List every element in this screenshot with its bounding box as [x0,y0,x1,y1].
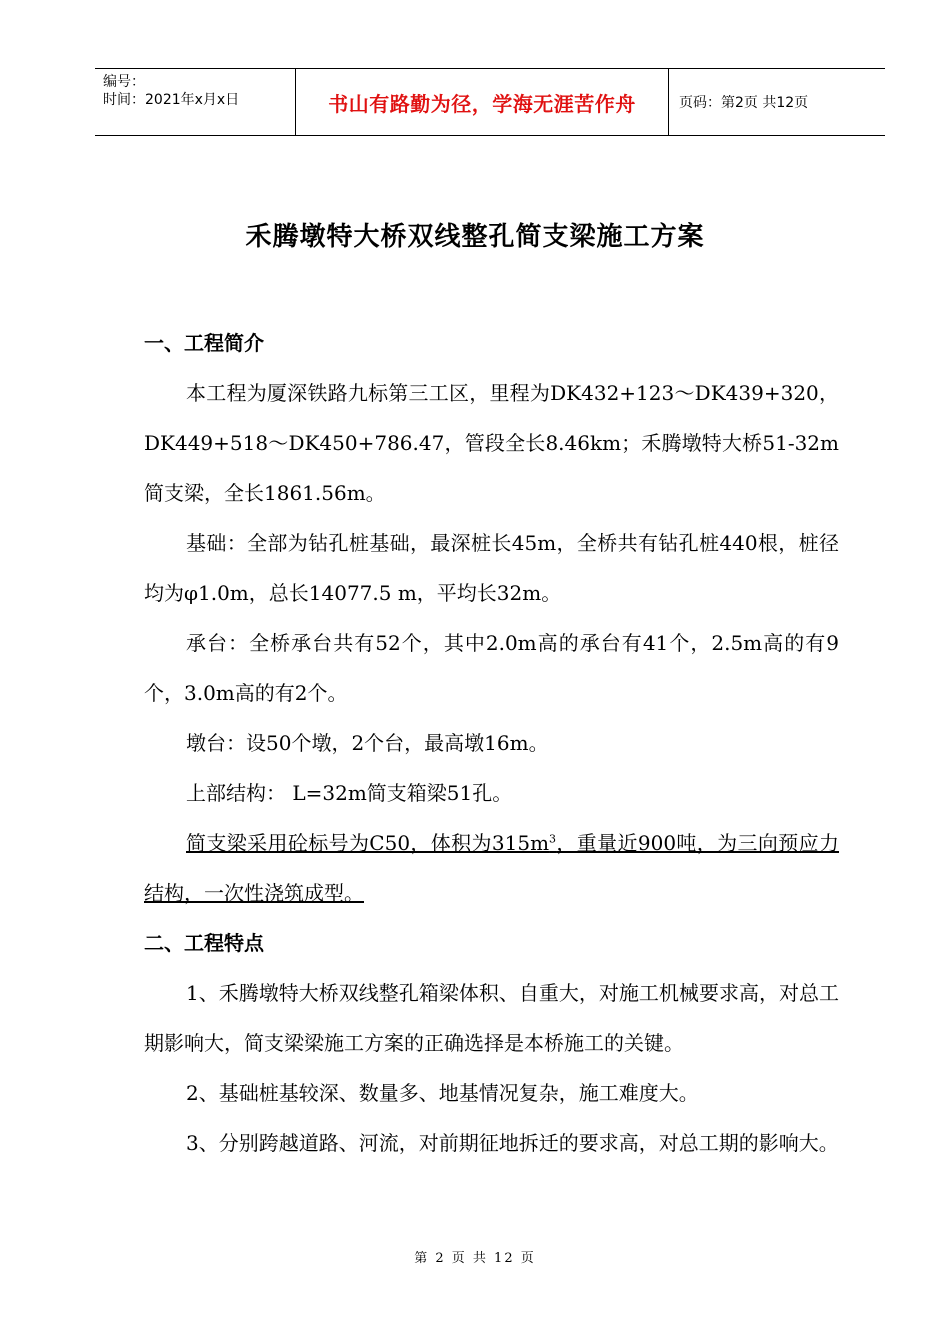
paragraph: 2、基础桩基较深、数量多、地基情况复杂，施工难度大。 [186,1081,699,1105]
header-page-info: 页码：第2页 共12页 [679,95,809,111]
superscript: 3 [549,832,557,846]
paragraph-underlined [144,818,839,918]
section-heading: 一、工程简介 [144,331,264,355]
document-body [144,318,839,1168]
page-header [95,68,885,136]
header-motto: 书山有路勤为径，学海无涯苦作舟 [296,69,669,135]
document-title: 禾腾墩特大桥双线整孔简支梁施工方案 [245,222,705,252]
header-meta-cell [95,69,296,135]
paragraph: 墩台：设50个墩，2个台，最高墩16m。 [186,731,549,755]
number-label: 编号： [103,74,145,90]
paragraph: 3、分别跨越道路、河流，对前期征地拆迁的要求高，对总工期的影响大。 [186,1131,839,1155]
paragraph-text: 简支梁采用砼标号为C50，体积为315m [186,831,550,855]
paragraph: 本工程为厦深铁路九标第三工区，里程为DK432+123～DK439+320，DK449+518～DK450+786.47，管段全长8.46km；禾腾墩特大桥51-32m简支梁，全长1861.56m。 [144,381,839,505]
time-label: 时间：2021年x月x日 [103,92,240,108]
paragraph: 承台：全桥承台共有52个，其中2.0m高的承台有41个，2.5m高的有9个，3.0m高的有2个。 [144,631,839,705]
paragraph: 1、禾腾墩特大桥双线整孔箱梁体积、自重大，对施工机械要求高，对总工期影响大，简支梁梁施工方案的正确选择是本桥施工的关键。 [144,981,839,1055]
page-footer: 第 2 页 共 12 页 [414,1251,536,1266]
paragraph-text: ，重量近900吨，为三向预应力结构，一次性浇筑成型。 [144,831,839,905]
section-heading: 二、工程特点 [144,931,264,955]
paragraph: 基础：全部为钻孔桩基础，最深桩长45m，全桥共有钻孔桩440根，桩径均为φ1.0m，总长14077.5 m，平均长32m。 [144,531,839,605]
paragraph: 上部结构： L=32m简支箱梁51孔。 [186,781,513,805]
